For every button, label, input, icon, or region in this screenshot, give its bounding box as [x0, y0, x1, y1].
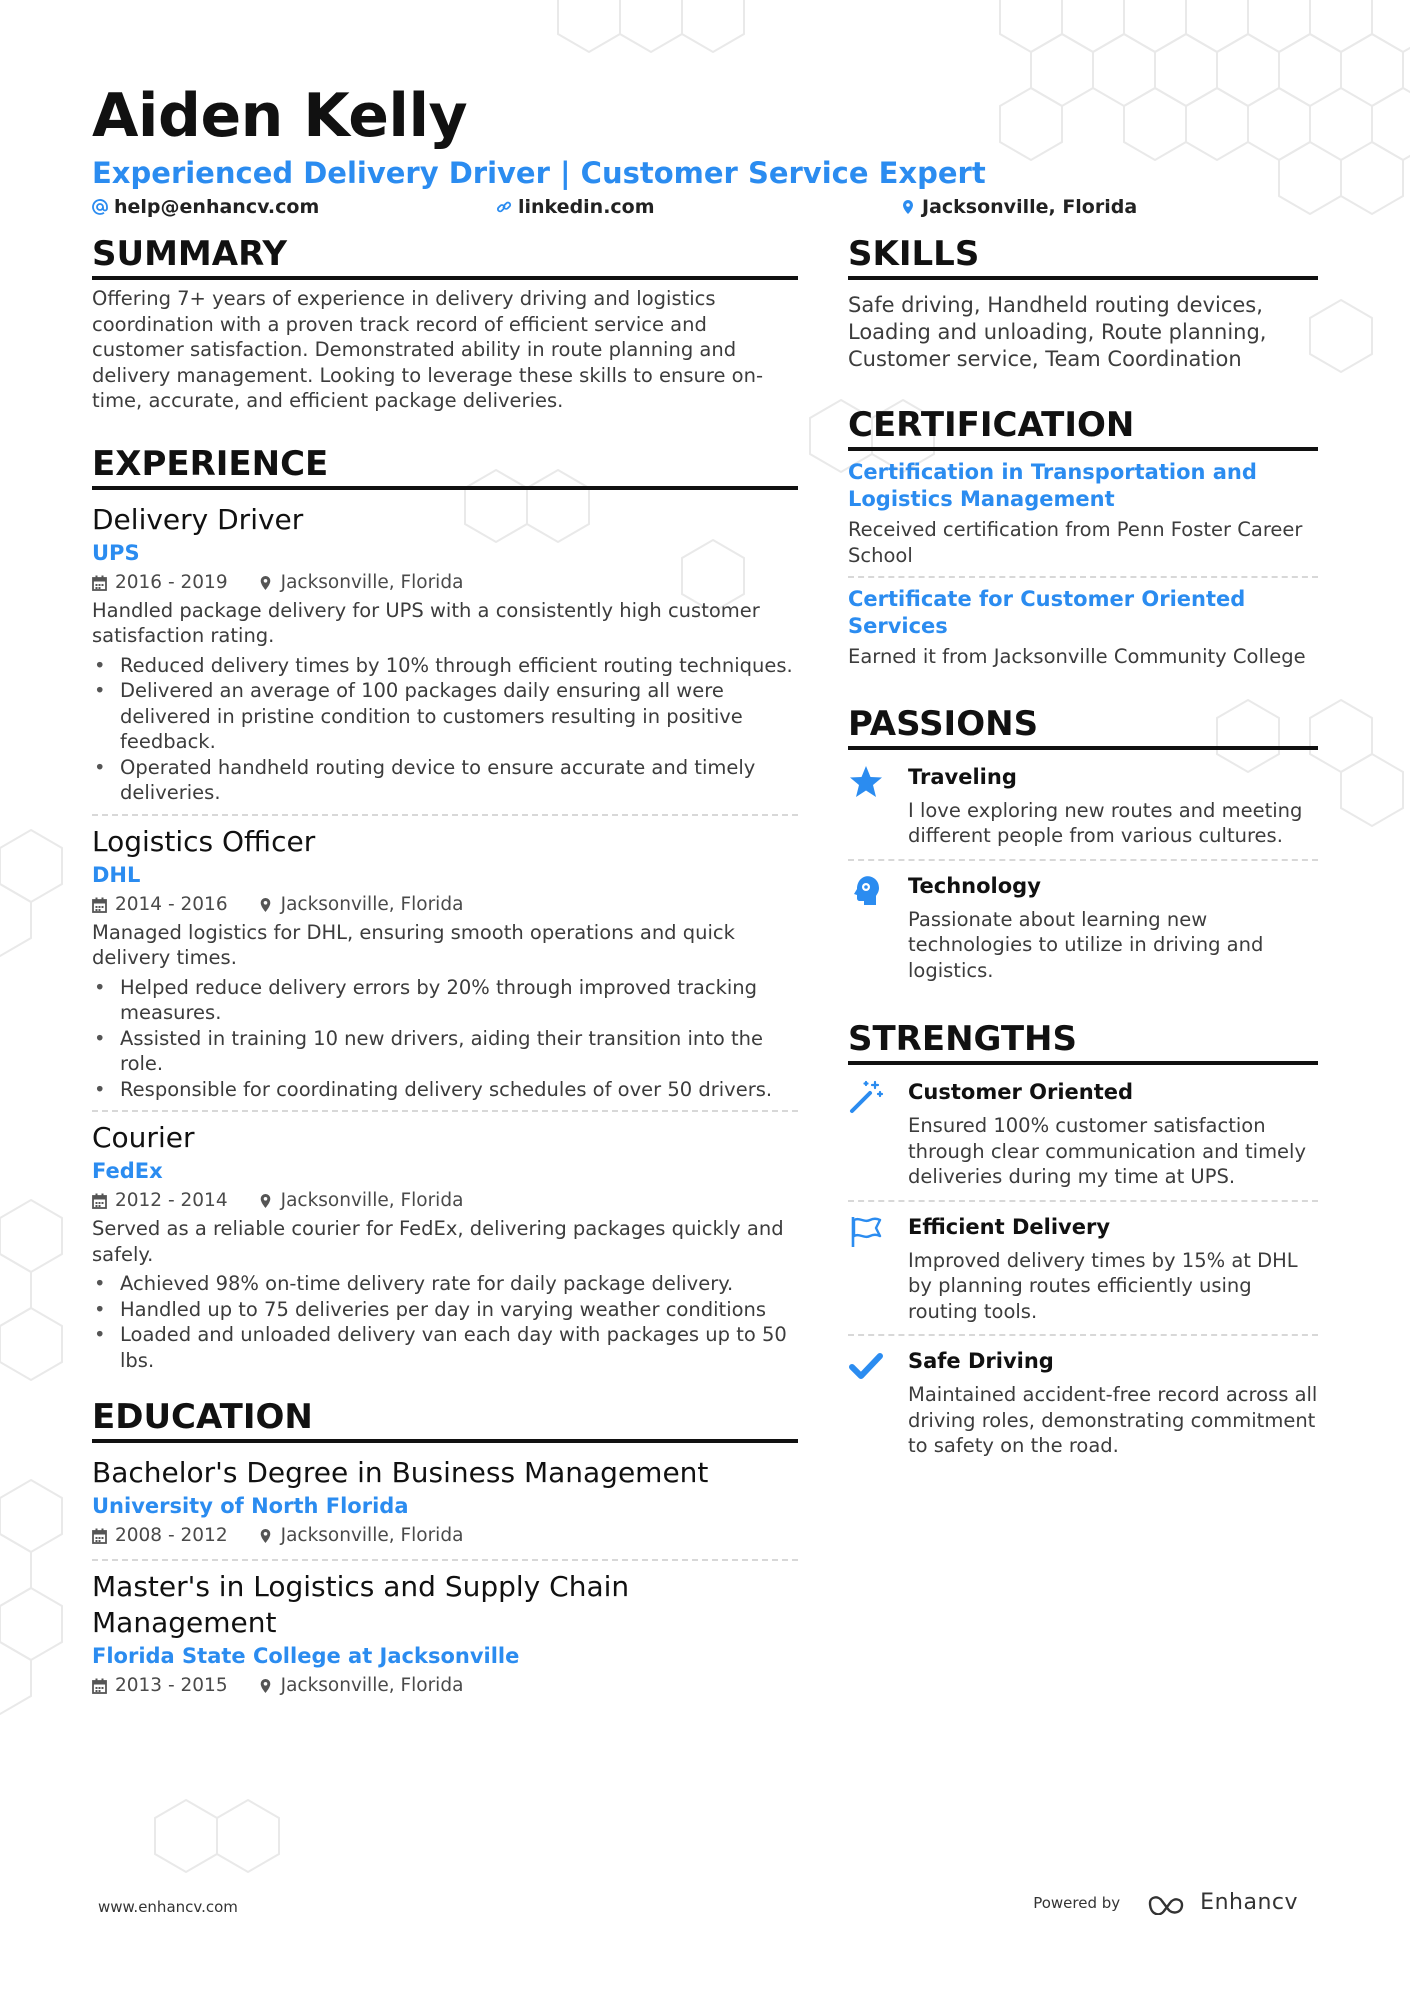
location-pin-icon	[258, 1528, 273, 1544]
strengths-title: STRENGTHS	[848, 1017, 1318, 1065]
job-title: Logistics Officer	[92, 824, 316, 858]
experience-meta	[92, 1186, 798, 1216]
location-pin-icon	[258, 1193, 273, 1209]
achievement-bullet: • Handled up to 75 deliveries per day in varying weather conditions	[92, 1297, 798, 1323]
linkedin-text: linkedin.com	[518, 196, 655, 218]
location-text: Jacksonville, Florida	[280, 893, 464, 915]
job-description: Served as a reliable courier for FedEx, delivering packages quickly and safely.	[92, 1217, 784, 1266]
summary-text: Offering 7+ years of experience in delivery driving and logistics coordination with a proven track record of efficient service and customer satisfaction. Demonstrated ability in route planning and delivery management. Looking to leverage these skills to ensure on-time, accurate, and efficient package deliveries.	[92, 287, 763, 412]
education-title: EDUCATION	[92, 1395, 798, 1443]
achievement-bullet: • Delivered an average of 100 packages daily ensuring all were delivered in pristine condition to customers resulting in positive feedback.	[92, 678, 798, 755]
right-column	[848, 232, 1318, 1469]
location-pin-icon	[258, 1678, 273, 1694]
calendar-icon	[92, 897, 107, 913]
location-pin-icon	[900, 199, 916, 215]
achievement-bullet: • Responsible for coordinating delivery schedules of over 50 drivers.	[92, 1077, 798, 1103]
location-text: Jacksonville, Florida	[280, 1190, 464, 1211]
experience-meta	[92, 568, 798, 598]
item-description: Ensured 100% customer satisfaction through clear communication and timely deliveries during my time at UPS.	[908, 1114, 1307, 1188]
item-icon-wrap	[848, 871, 908, 984]
passions-title: PASSIONS	[848, 702, 1318, 750]
achievement-bullet: • Assisted in training 10 new drivers, aiding their transition into the role.	[92, 1026, 798, 1077]
company-name: FedEx	[92, 1159, 163, 1183]
achievement-bullet: • Helped reduce delivery errors by 20% through improved tracking measures.	[92, 975, 798, 1026]
calendar-icon	[92, 1678, 107, 1694]
page-footer	[98, 1890, 1298, 1916]
location-pin-icon	[258, 897, 273, 913]
head-gear-icon	[848, 873, 884, 909]
entry-location	[258, 1186, 464, 1216]
achievement-bullet: • Loaded and unloaded delivery van each day with packages up to 50 lbs.	[92, 1322, 798, 1373]
entry-location	[258, 1521, 464, 1551]
contact-row	[92, 196, 1322, 222]
certification-name: Certificate for Customer Oriented Services	[848, 587, 1246, 638]
date-range	[92, 1186, 228, 1216]
school-name: University of North Florida	[92, 1494, 409, 1518]
email-contact[interactable]	[92, 196, 319, 218]
achievement-list	[92, 975, 798, 1103]
experience-entry	[92, 1110, 798, 1381]
date-text: 2014 - 2016	[115, 893, 228, 915]
date-range	[92, 890, 228, 920]
date-text: 2016 - 2019	[115, 571, 228, 593]
strengths-list	[848, 1071, 1318, 1469]
strengths-item	[848, 1334, 1318, 1469]
education-list	[92, 1455, 798, 1709]
passions-list	[848, 756, 1318, 994]
achievement-list	[92, 653, 798, 806]
education-section	[92, 1395, 798, 1709]
skills-title: SKILLS	[848, 232, 1318, 280]
link-icon	[496, 199, 512, 215]
calendar-icon	[92, 1193, 107, 1209]
certification-description: Earned it from Jacksonville Community College	[848, 645, 1306, 668]
date-range	[92, 1671, 228, 1701]
experience-entry	[92, 502, 798, 814]
item-title: Traveling	[908, 764, 1017, 789]
item-description: Maintained accident-free record across all driving roles, demonstrating commitment to safety on the road.	[908, 1383, 1318, 1457]
strengths-section	[848, 1017, 1318, 1469]
brand-name: Enhancv	[1200, 1890, 1298, 1915]
experience-section	[92, 442, 798, 1382]
certification-list	[848, 459, 1318, 678]
date-range	[92, 1521, 228, 1551]
calendar-icon	[92, 1528, 107, 1544]
item-text	[908, 871, 1318, 984]
item-text	[908, 1346, 1318, 1459]
certification-entry	[848, 459, 1318, 576]
passions-section	[848, 702, 1318, 994]
certification-entry	[848, 576, 1318, 678]
checkmark-icon	[848, 1348, 884, 1384]
date-range	[92, 568, 228, 598]
resume-header	[92, 80, 1322, 222]
enhancv-brand[interactable]	[1146, 1890, 1298, 1915]
candidate-headline: Experienced Delivery Driver | Customer Service Expert	[92, 156, 986, 190]
skills-section	[848, 232, 1318, 373]
education-meta	[92, 1671, 798, 1701]
linkedin-contact[interactable]	[496, 196, 655, 218]
location-contact	[900, 196, 1137, 218]
experience-list	[92, 502, 798, 1382]
company-name: UPS	[92, 540, 140, 565]
flag-icon	[848, 1214, 884, 1250]
experience-meta	[92, 890, 798, 920]
location-text: Jacksonville, Florida	[922, 196, 1138, 218]
location-text: Jacksonville, Florida	[280, 571, 464, 593]
entry-location	[258, 568, 464, 598]
item-description: I love exploring new routes and meeting different people from various cultures.	[908, 798, 1303, 847]
candidate-name: Aiden Kelly	[92, 81, 468, 151]
skills-text: Safe driving, Handheld routing devices, Loading and unloading, Route planning, Customer service, Team Coordination	[848, 293, 1267, 371]
date-text: 2012 - 2014	[115, 1190, 228, 1211]
item-text	[908, 1212, 1318, 1325]
entry-location	[258, 890, 464, 920]
degree-name: Master's in Logistics and Supply Chain Management	[92, 1570, 630, 1639]
certification-section	[848, 403, 1318, 678]
passions-item	[848, 859, 1318, 994]
location-pin-icon	[258, 575, 273, 591]
job-description: Handled package delivery for UPS with a consistently high customer satisfaction rating.	[92, 598, 760, 647]
achievement-list	[92, 1271, 798, 1373]
experience-title: EXPERIENCE	[92, 442, 798, 490]
company-name: DHL	[92, 862, 141, 887]
footer-branding	[1033, 1890, 1298, 1915]
powered-by-label: Powered by	[1033, 1893, 1121, 1912]
location-text: Jacksonville, Florida	[280, 1525, 464, 1546]
date-text: 2013 - 2015	[115, 1675, 228, 1696]
email-text: help@enhancv.com	[114, 196, 320, 218]
item-icon-wrap	[848, 1346, 908, 1459]
item-icon-wrap	[848, 762, 908, 849]
star-icon	[848, 764, 884, 800]
left-column	[92, 232, 798, 1709]
degree-name: Bachelor's Degree in Business Management	[92, 1456, 709, 1489]
strengths-item	[848, 1071, 1318, 1200]
entry-location	[258, 1671, 464, 1701]
date-text: 2008 - 2012	[115, 1525, 228, 1546]
achievement-bullet: • Operated handheld routing device to ensure accurate and timely deliveries.	[92, 755, 798, 806]
calendar-icon	[92, 575, 107, 591]
item-icon-wrap	[848, 1077, 908, 1190]
passions-item	[848, 756, 1318, 859]
magic-wand-icon	[848, 1079, 884, 1115]
at-sign-icon	[92, 199, 108, 215]
item-text	[908, 1077, 1318, 1190]
experience-entry	[92, 814, 798, 1111]
job-title: Delivery Driver	[92, 502, 304, 536]
education-meta	[92, 1521, 798, 1551]
location-text: Jacksonville, Florida	[280, 1675, 464, 1696]
certification-description: Received certification from Penn Foster Career School	[848, 518, 1303, 567]
job-description: Managed logistics for DHL, ensuring smooth operations and quick delivery times.	[92, 920, 735, 969]
item-description: Improved delivery times by 15% at DHL by planning routes efficiently using routing tools.	[908, 1248, 1298, 1323]
item-description: Passionate about learning new technologies to utilize in driving and logistics.	[908, 907, 1264, 982]
summary-section	[92, 232, 798, 414]
item-title: Technology	[908, 873, 1041, 898]
item-title: Customer Oriented	[908, 1080, 1134, 1104]
certification-name: Certification in Transportation and Logistics Management	[848, 460, 1257, 511]
summary-title: SUMMARY	[92, 232, 798, 280]
enhancv-logo-icon	[1146, 1891, 1192, 1915]
education-entry	[92, 1455, 798, 1559]
strengths-item	[848, 1200, 1318, 1335]
achievement-bullet: • Reduced delivery times by 10% through efficient routing techniques.	[92, 653, 798, 679]
achievement-bullet: • Achieved 98% on-time delivery rate for daily package delivery.	[92, 1271, 798, 1297]
item-icon-wrap	[848, 1212, 908, 1325]
school-name: Florida State College at Jacksonville	[92, 1644, 520, 1668]
item-title: Efficient Delivery	[908, 1214, 1111, 1239]
footer-website[interactable]: www.enhancv.com	[98, 1898, 238, 1916]
certification-title: CERTIFICATION	[848, 403, 1318, 451]
job-title: Courier	[92, 1121, 195, 1154]
item-text	[908, 762, 1318, 849]
item-title: Safe Driving	[908, 1349, 1054, 1373]
education-entry	[92, 1559, 798, 1709]
